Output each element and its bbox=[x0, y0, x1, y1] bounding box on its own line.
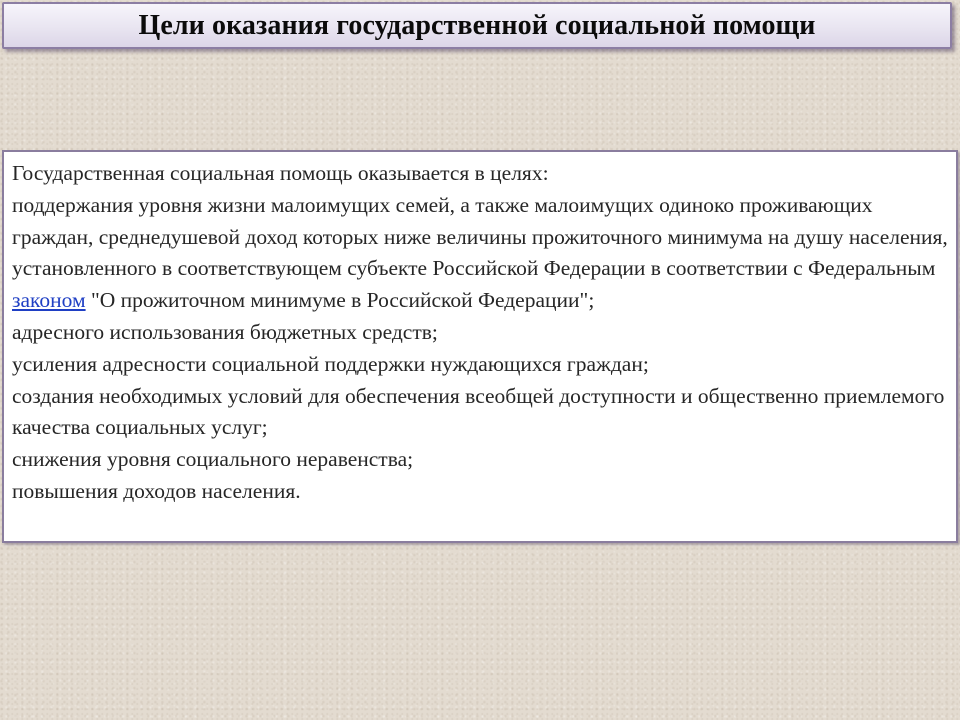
content-box bbox=[2, 150, 958, 543]
title-banner bbox=[2, 2, 952, 49]
goal-item-2: адресного использования бюджетных средств; bbox=[12, 319, 438, 344]
goal-item-6: повышения доходов населения. bbox=[12, 478, 301, 503]
goal-item-3: усиления адресности социальной поддержки нуждающихся граждан; bbox=[12, 351, 649, 376]
goal-item-1-text-end: "О прожиточном минимуме в Российской Федерации"; bbox=[85, 288, 595, 313]
intro-line: Государственная социальная помощь оказывается в целях: bbox=[12, 161, 549, 185]
goal-item-4: создания необходимых условий для обеспечения всеобщей доступности и общественно приемлемого качества социальных услуг; bbox=[12, 383, 945, 440]
slide-title: Цели оказания государственной социальной помощи bbox=[138, 9, 816, 41]
goal-item-5: снижения уровня социального неравенства; bbox=[12, 447, 414, 472]
goal-item-1 bbox=[12, 190, 948, 317]
law-link[interactable]: законом bbox=[12, 288, 86, 313]
goal-item-1-text: поддержания уровня жизни малоимущих семей, а также малоимущих одиноко проживающих граждан, среднедушевой доход которых ниже величины прожиточного минимума на душу населения, установленного в соответствующем субъекте Российской Федерации в соответствии с Федеральным bbox=[12, 192, 948, 281]
